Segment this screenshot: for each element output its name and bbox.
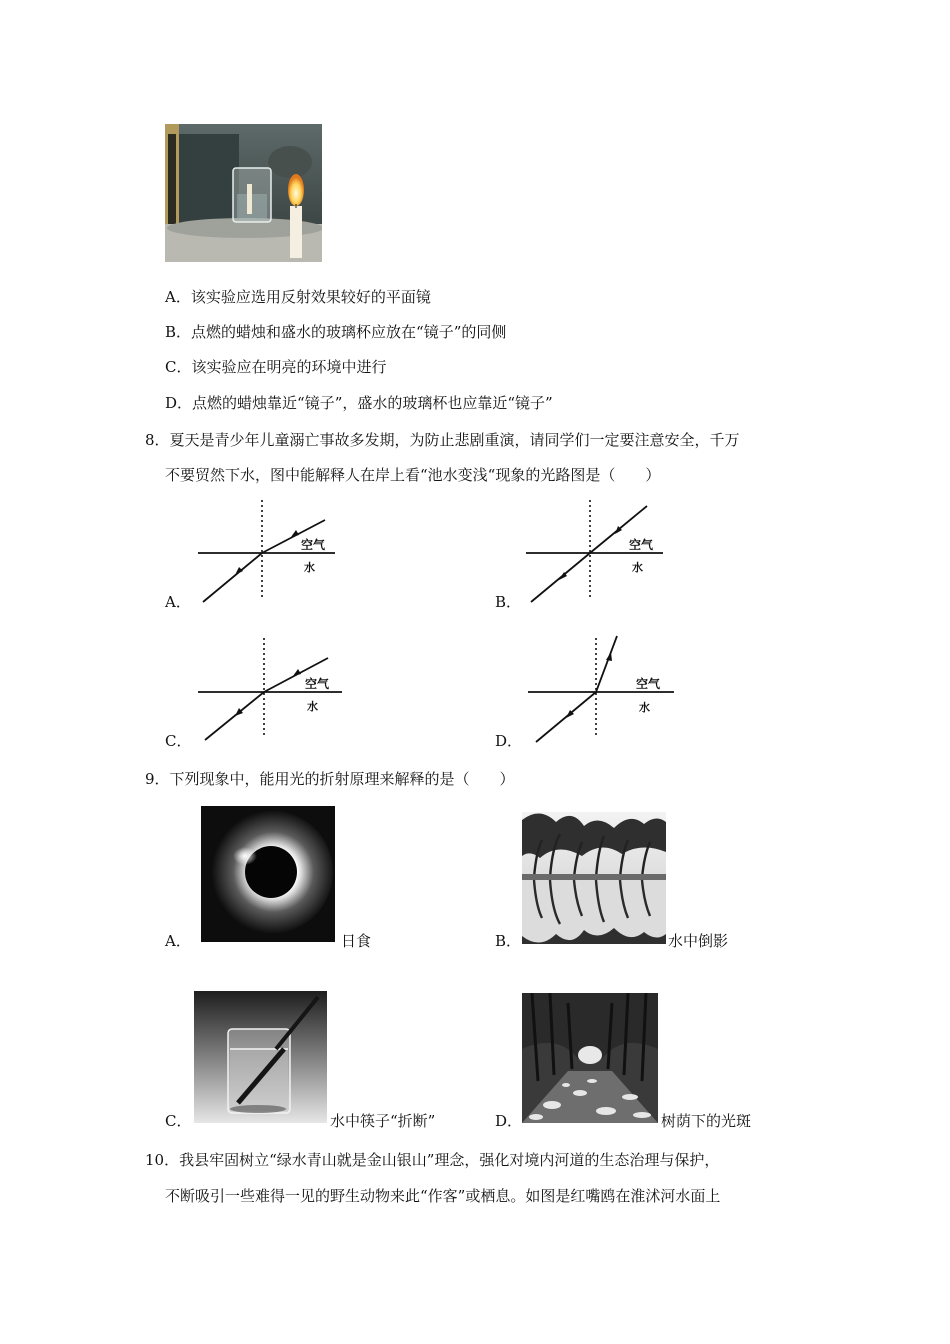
q9-option-b-caption: 水中倒影: [668, 932, 729, 950]
q9-option-d-letter: D．: [495, 1112, 523, 1130]
question-text: 我县牢固树立“绿水青山就是金山银山”理念，强化对境内河道的生态治理与保护，: [179, 1151, 720, 1169]
q8-diagram-c: [195, 634, 345, 746]
option-letter: D．: [165, 394, 193, 412]
chopstick-in-water-photo: [194, 991, 327, 1123]
q9-stem: [145, 769, 515, 789]
question-text: 下列现象中，能用光的折射原理来解释的是（ ）: [169, 770, 515, 788]
q8-stem-line1: [145, 430, 740, 450]
q8-option-c-letter: C．: [165, 732, 192, 750]
air-label: 空气: [629, 538, 654, 552]
q8-diagram-d: [525, 634, 677, 746]
q7-option-c: [165, 357, 387, 377]
q8-stem-line2: 不要贸然下水，图中能解释人在岸上看“池水变浅“现象的光路图是（ ）: [165, 466, 661, 484]
q7-option-a: [165, 287, 431, 307]
q9-option-a-letter: A．: [165, 932, 191, 950]
water-reflection-photo: [522, 812, 666, 944]
q8-option-b-letter: B．: [495, 593, 522, 611]
question-text: 夏天是青少年儿童溺亡事故多发期，为防止悲剧重演，请同学们一定要注意安全，千万: [169, 431, 740, 449]
water-label: 水: [307, 700, 318, 713]
q9-option-a-caption: 日食: [341, 932, 372, 950]
q8-option-d-letter: D．: [495, 732, 523, 750]
air-label: 空气: [636, 677, 661, 691]
option-letter: A．: [165, 288, 191, 306]
option-text: 该实验应选用反射效果较好的平面镜: [190, 288, 431, 306]
candle-glass-photo: [165, 124, 322, 262]
water-label: 水: [639, 701, 650, 714]
q9-option-b-letter: B．: [495, 932, 522, 950]
question-number: 9．: [145, 770, 170, 788]
question-number: 8．: [145, 431, 170, 449]
option-letter: B．: [165, 323, 192, 341]
tree-shade-light-spots-photo: [522, 993, 658, 1123]
q10-stem-line2: 不断吸引一些难得一见的野生动物来此“作客”或栖息。如图是红嘴鸥在淮沭河水面上: [165, 1187, 721, 1205]
option-letter: C．: [165, 358, 192, 376]
question-number: 10．: [145, 1151, 180, 1169]
air-label: 空气: [301, 538, 326, 552]
q9-option-d-caption: 树荫下的光斑: [661, 1112, 752, 1130]
option-text: 点燃的蜡烛靠近“镜子”，盛水的玻璃杯也应靠近“镜子”: [192, 394, 553, 412]
q7-option-b: [165, 322, 506, 342]
water-label: 水: [304, 561, 315, 574]
q8-diagram-a: [195, 496, 345, 608]
option-text: 该实验应在明亮的环境中进行: [191, 358, 387, 376]
q9-option-c-caption: 水中筷子“折断”: [330, 1112, 436, 1130]
option-text: 点燃的蜡烛和盛水的玻璃杯应放在“镜子”的同侧: [191, 323, 507, 341]
q8-option-a-letter: A．: [165, 593, 191, 611]
q9-option-c-letter: C．: [165, 1112, 192, 1130]
solar-eclipse-photo: [201, 806, 335, 942]
air-label: 空气: [305, 677, 330, 691]
q8-diagram-b: [523, 496, 673, 608]
q7-option-d: [165, 393, 553, 413]
water-label: 水: [632, 561, 643, 574]
q10-stem-line1: [145, 1150, 719, 1170]
